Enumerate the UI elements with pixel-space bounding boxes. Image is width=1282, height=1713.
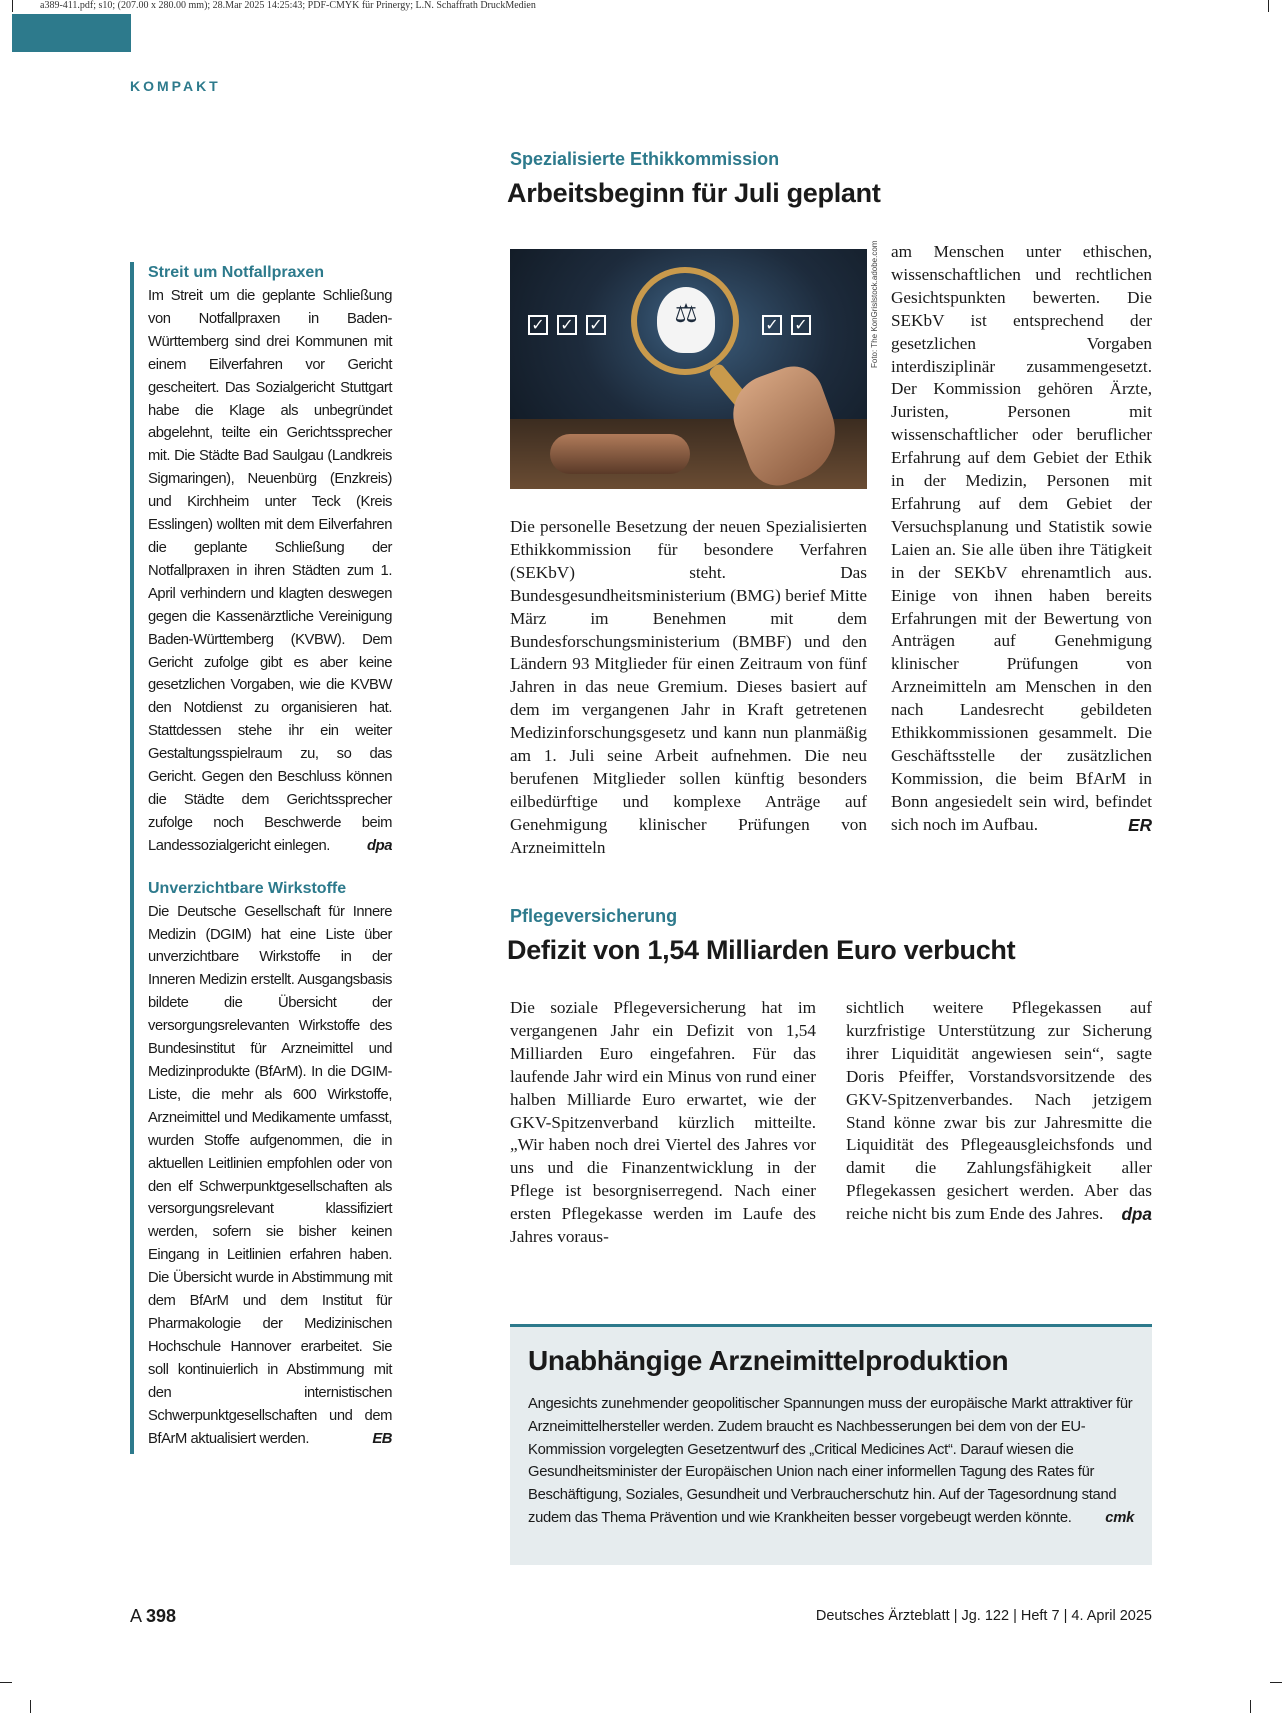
article-column: sichtlich weitere Pflegekassen auf kurzfristige Unterstützung zur Sicherung ihrer Liquidität angewiesen sein“, sagte Doris Pfeiffer, Vorstandsvorsitzende des GKV-Spitzenverbandes. Nach jetzigem Stand könne zwar bis zur Jahresmitte die Liquidität des Pflegeausgleichsfonds und damit die Zahlungsfähigkeit aller Pflegekassen gesichert werden. Aber das reiche nicht bis zum Ende des Jahres. dpa <box>846 998 1152 1225</box>
article-kicker: Pflegeversicherung <box>510 906 678 926</box>
author-signature: ER <box>1128 814 1152 835</box>
info-box-text: Angesichts zunehmender geopolitischer Spannungen muss der europäische Markt attraktiver für Arzneimittelhersteller werden. Zudem braucht es Nachbesserungen bei dem von der EU-Kommission vorgelegten Gesetzentwurf des „Critical Medicines Act“. Darauf wiesen die Gesundheitsminister der Europäischen Union nach einer informellen Tagung des Rates für Beschäftigung, Soziales, Gesundheit und Verbraucherschutz hin. Auf der Tagesordnung stand zudem das Thema Prävention und wie Krankheiten besser vorgebeugt werden könnte. cmk <box>528 1393 1134 1530</box>
checkbox-icons-left <box>528 315 606 335</box>
publication-info: Deutsches Ärzteblatt | Jg. 122 | Heft 7 | 4. April 2025 <box>815 1608 1152 1624</box>
scales-of-justice-icon: ⚖ <box>674 299 698 329</box>
crop-mark <box>30 1700 31 1713</box>
crop-mark <box>0 1682 12 1683</box>
sidebar-item <box>148 880 392 1451</box>
checkbox-icon: ✓ <box>528 315 548 335</box>
author-signature: dpa <box>1121 1204 1152 1225</box>
info-box <box>510 1324 1152 1565</box>
author-signature: EB <box>372 1430 392 1447</box>
checkbox-icon: ✓ <box>557 315 577 335</box>
section-color-tab <box>12 14 131 52</box>
section-label: KOMPAKT <box>130 78 221 94</box>
checkbox-icons-right <box>762 315 811 335</box>
article-kicker: Spezialisierte Ethikkommission <box>510 149 780 169</box>
article-column: Die personelle Besetzung der neuen Spezialisierten Ethikkommission für besondere Verfahren (SEKbV) steht. Das Bundesgesundheitsministerium (BMG) berief Mitte März im Benehmen mit dem Bundesforschungsministerium (BMBF) und den Ländern 93 Mitglieder für einen Zeitraum von fünf Jahren in das neue Gremium. Dieses basiert auf dem im vergangenen Jahr in Kraft getretenen Medizinforschungsgesetz und kann nun planmäßig am 1. Juli seine Arbeit aufnehmen. Die neu berufenen Mitglieder sollen künftig besonders eilbedürftige und komplexe Anträge auf Genehmigung klinischer Prüfungen von Arzneimitteln <box>510 517 867 857</box>
photo-credit: Foto: The KonGrislstock.adobe.com <box>870 240 879 368</box>
article-headline: Arbeitsbeginn für Juli geplant <box>507 178 881 208</box>
sidebar <box>130 262 392 1454</box>
author-signature: cmk <box>1105 1509 1134 1526</box>
crop-mark <box>1250 1700 1251 1713</box>
article-headline: Defizit von 1,54 Milliarden Euro verbucht <box>507 935 1016 965</box>
crop-mark <box>12 0 13 12</box>
sidebar-item <box>148 264 392 858</box>
article-photo <box>510 249 867 489</box>
photo-hand <box>550 434 690 474</box>
page-number: A 398 <box>130 1606 177 1626</box>
crop-mark <box>1268 0 1269 12</box>
info-box-title: Unabhängige Arzneimittelproduktion <box>528 1345 1009 1376</box>
print-info: a389-411.pdf; s10; (207.00 x 280.00 mm); 28.Mar 2025 14:25:43; PDF-CMYK für Prinergy; L.N. Schaffrath DruckMedien <box>40 0 536 11</box>
article-column: am Menschen unter ethischen, wissenschaftlichen und rechtlichen Gesichtspunkten bewerten. Die SEKbV ist entsprechend der gesetzlichen Vorgaben interdisziplinär zusammengesetzt. Der Kommission gehören Ärzte, Juristen, Personen mit wissenschaftlicher oder beruflicher Erfahrung auf dem Gebiet der Ethik in der Medizin, Personen mit Erfahrung auf dem Gebiet der Versuchsplanung und Statistik sowie Laien an. Sie alle üben ihre Tätigkeit in der SEKbV ehrenamtlich aus. Einige von ihnen haben bereits Erfahrungen mit der Bewertung von Anträgen auf Genehmigung klinischer Prüfungen von Arzneimitteln am Menschen in den nach Landesrecht gebildeten Ethikkommissionen gesammelt. Die Geschäftsstelle der zusätzlichen Kommission, die beim BfArM in Bonn angesiedelt sein wird, befindet sich noch im Aufbau. ER <box>891 242 1152 835</box>
checkbox-icon: ✓ <box>762 315 782 335</box>
author-signature: dpa <box>367 837 392 854</box>
sidebar-text: Die Deutsche Gesellschaft für Innere Medizin (DGIM) hat eine Liste über unverzichtbare Wirkstoffe in der Inneren Medizin erstellt. Ausgangsbasis bildete die Übersicht der versorgungsrelevanten Wirkstoffe des Bundesinstitut für Arzneimittel und Medizinprodukte (BfArM). In die DGIM-Liste, die mehr als 600 Wirkstoffe, Arzneimittel und Medikamente umfasst, wurden Stoffe aufgenommen, die in aktuellen Leitlinien empfohlen oder von den elf Schwerpunktgesellschaften als versorgungsrelevant klassifiziert werden, sofern sie bisher keinen Eingang in Leitlinien erfahren haben. Die Übersicht wurde in Abstimmung mit dem BfArM und dem Institut für Pharmakologie der Medizinischen Hochschule Hannover erarbeitet. Sie soll kontinuierlich in Abstimmung mit den internistischen Schwerpunktgesellschaften und dem BfArM aktualisiert werden. EB <box>148 901 392 1451</box>
checkbox-icon: ✓ <box>586 315 606 335</box>
crop-mark <box>1270 1682 1282 1683</box>
sidebar-heading: Streit um Notfallpraxen <box>148 264 325 281</box>
sidebar-text: Im Streit um die geplante Schließung von Notfallpraxen in Baden-Württemberg sind drei Kommunen mit einem Eilverfahren vor Gericht gescheitert. Das Sozialgericht Stuttgart habe die Klage als unbegründet abgelehnt, teilte ein Gerichtssprecher mit. Die Städte Bad Saulgau (Landkreis Sigmaringen), Neuenbürg (Enzkreis) und Kirchheim unter Teck (Kreis Esslingen) wollten mit dem Eilverfahren die geplante Schließung der Notfallpraxen in ihren Städten zum 1. April verhindern und klagten deswegen gegen die Kassenärztliche Vereinigung Baden-Württemberg (KVBW). Dem Gericht zufolge gibt es aber keine gesetzlichen Vorgaben, wie die KVBW den Notdienst zu organisieren hat. Stattdessen stehe ihr ein weiter Gestaltungsspielraum zu, so das Gericht. Gegen den Beschluss können die Städte dem Gerichtssprecher zufolge noch Beschwerde beim Landessozialgericht einlegen. dpa <box>148 285 392 858</box>
sidebar-heading: Unverzichtbare Wirkstoffe <box>148 879 347 897</box>
checkbox-icon: ✓ <box>791 315 811 335</box>
article-column: Die soziale Pflegeversicherung hat im vergangenen Jahr ein Defizit von 1,54 Milliarden Euro eingefahren. Für das laufende Jahr wird ein Minus von rund einer halben Milliarde Euro erwartet, wie der GKV-Spitzenverband kürzlich mitteilte. „Wir haben noch drei Viertel des Jahres vor uns und die Finanzentwicklung in der Pflege ist besorgniserregend. Nach einer ersten Pflegekasse werden im Laufe des Jahres voraus- <box>510 998 816 1247</box>
